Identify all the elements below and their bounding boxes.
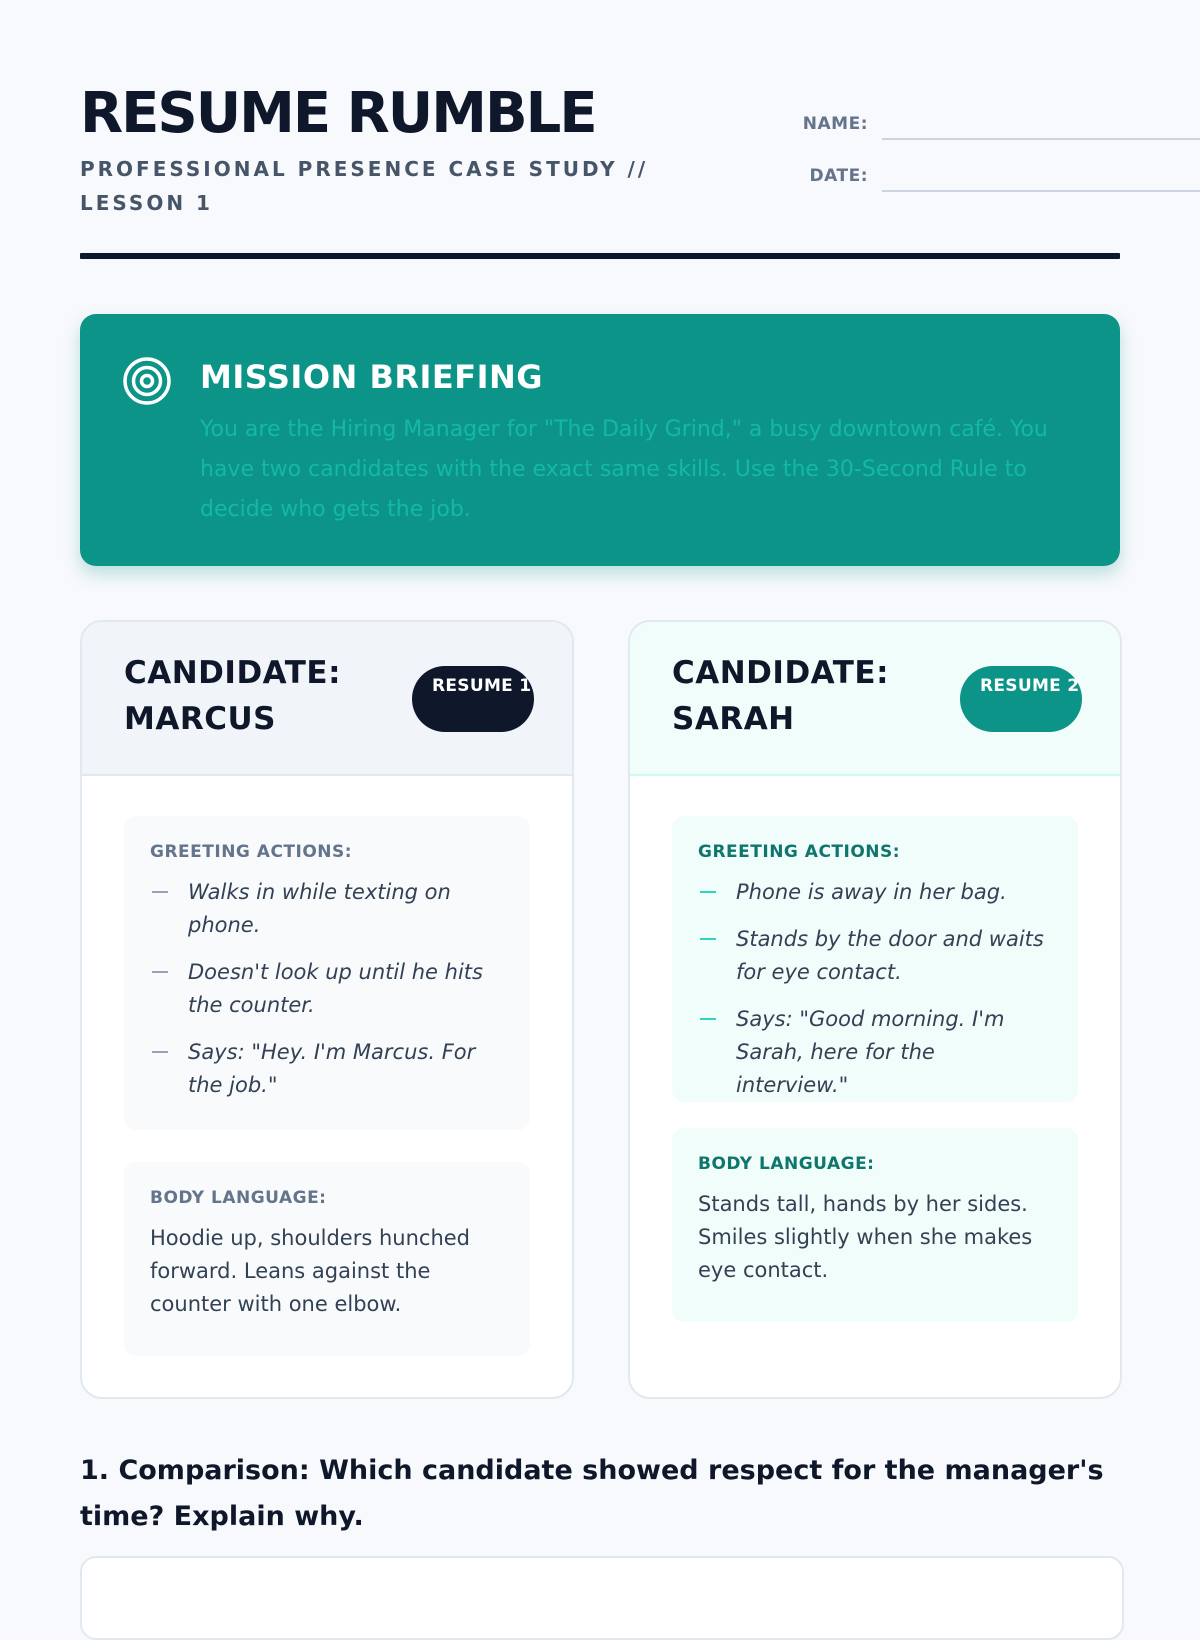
list-item xyxy=(698,876,1052,909)
page-subtitle: PROFESSIONAL PRESENCE CASE STUDY // LESSON 1 xyxy=(80,157,649,215)
candidate-card-marcus xyxy=(80,620,574,1399)
body-language-box xyxy=(124,1162,530,1356)
list-item xyxy=(150,956,504,1022)
candidate-card-sarah xyxy=(628,620,1122,1399)
target-icon xyxy=(122,356,172,406)
page-title: RESUME RUMBLE xyxy=(80,81,596,146)
name-input-line[interactable] xyxy=(882,108,1200,140)
mission-briefing xyxy=(80,314,1120,566)
action-text: Stands by the door and waits for eye contact. xyxy=(736,927,1044,984)
card-header xyxy=(82,622,572,776)
candidate-name: CANDIDATE: MARCUS xyxy=(124,655,341,737)
header-divider xyxy=(80,253,1120,259)
dash-icon xyxy=(152,891,168,893)
list-item xyxy=(150,1036,504,1102)
greeting-actions-list xyxy=(150,876,504,1102)
question-1: 1. Comparison: Which candidate showed respect for the manager's time? Explain why. xyxy=(80,1455,1104,1532)
worksheet-header xyxy=(80,82,1120,220)
student-fields xyxy=(720,88,1200,192)
action-text: Walks in while texting on phone. xyxy=(188,880,451,937)
action-text: Doesn't look up until he hits the counter. xyxy=(188,960,483,1017)
dash-icon xyxy=(152,971,168,973)
mission-title: MISSION BRIEFING xyxy=(200,358,544,396)
resume-badge: RESUME 1 xyxy=(412,666,534,732)
dash-icon xyxy=(152,1051,168,1053)
list-item xyxy=(150,876,504,942)
greeting-actions-list xyxy=(698,876,1052,1102)
body-language-label: BODY LANGUAGE: xyxy=(698,1154,875,1174)
dash-icon xyxy=(700,938,716,940)
date-field xyxy=(720,140,1200,192)
list-item xyxy=(698,923,1052,989)
date-input-line[interactable] xyxy=(882,160,1200,192)
greeting-actions-label: GREETING ACTIONS: xyxy=(150,842,353,862)
action-text: Says: "Good morning. I'm Sarah, here for the interview." xyxy=(736,1007,1005,1097)
greeting-actions-box xyxy=(124,816,530,1130)
card-header xyxy=(630,622,1120,776)
greeting-actions-label: GREETING ACTIONS: xyxy=(698,842,901,862)
body-language-text: Hoodie up, shoulders hunched forward. Leans against the counter with one elbow. xyxy=(150,1226,471,1316)
candidate-name: CANDIDATE: SARAH xyxy=(672,655,889,737)
action-text: Says: "Hey. I'm Marcus. For the job." xyxy=(188,1040,476,1097)
answer-box[interactable] xyxy=(80,1556,1124,1640)
body-language-text: Stands tall, hands by her sides. Smiles slightly when she makes eye contact. xyxy=(698,1192,1033,1282)
date-label: DATE: xyxy=(809,166,868,186)
name-label: NAME: xyxy=(802,114,868,134)
list-item xyxy=(698,1003,1052,1102)
mission-text: You are the Hiring Manager for "The Daily Grind," a busy downtown café. You have two candidates with the exact same skills. Use the 30-Second Rule to decide who gets the job. xyxy=(200,417,1048,522)
resume-badge: RESUME 2 xyxy=(960,666,1082,732)
dash-icon xyxy=(700,891,716,893)
body-language-box xyxy=(672,1128,1078,1322)
action-text: Phone is away in her bag. xyxy=(736,880,1007,904)
body-language-label: BODY LANGUAGE: xyxy=(150,1188,327,1208)
dash-icon xyxy=(700,1018,716,1020)
greeting-actions-box xyxy=(672,816,1078,1102)
name-field xyxy=(720,88,1200,140)
